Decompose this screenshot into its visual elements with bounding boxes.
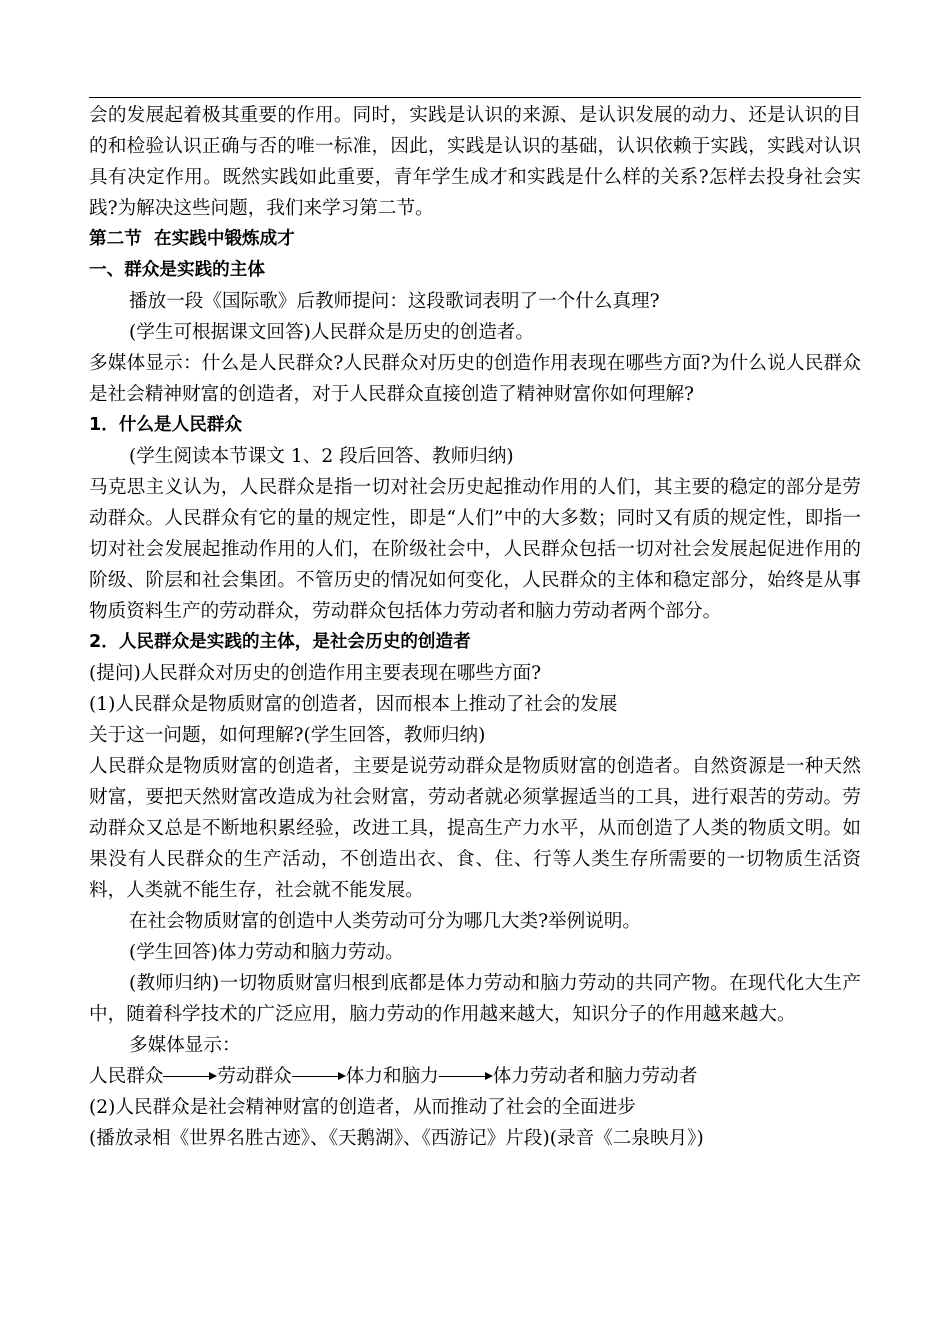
flow-node-physical-mental: 体力和脑力: [345, 1066, 439, 1087]
question-paragraph: (提问)人民群众对历史的创造作用主要表现在哪些方面?: [89, 663, 542, 684]
flow-node-working-masses: 劳动群众: [217, 1066, 292, 1087]
teacher-summary-paragraph: (教师归纳)一切物质财富归根到底都是体力劳动和脑力劳动的共同产物。在现代化大生产中，随着科学技术的广泛应用，脑力劳动的作用越来越大，知识分子的作用越来越大。: [89, 973, 861, 1025]
heading-masses-subject: 一、群众是实践的主体: [89, 260, 265, 280]
multimedia-display-label: 多媒体显示：: [129, 1035, 241, 1056]
point-one-paragraph: (1)人民群众是物质财富的创造者，因而根本上推动了社会的发展: [89, 694, 618, 715]
flow-diagram: [89, 1061, 861, 1092]
student-answer-paragraph: (学生可根据课文回答)人民群众是历史的创造者。: [129, 322, 534, 343]
document-body: [89, 100, 861, 1154]
marxism-paragraph: 马克思主义认为，人民群众是指一切对社会历史起推动作用的人们，其主要的稳定的部分是劳动群众。人民群众有它的量的规定性，即是“人们”中的大多数；同时又有质的规定性，即指一切对社会发展起推动作用的人们，在阶级社会中，人民群众包括一切对社会发展起促进作用的阶级、阶层和社会集团。不管历史的情况如何变化，人民群众的主体和稳定部分，始终是从事物质资料生产的劳动群众，劳动群众包括体力劳动者和脑力劳动者两个部分。: [89, 477, 861, 622]
point-two-paragraph: (2)人民群众是社会精神财富的创造者，从而推动了社会的全面进步: [89, 1097, 636, 1118]
intro-paragraph: 会的发展起着极其重要的作用。同时，实践是认识的来源、是认识发展的动力、还是认识的目的和检验认识正确与否的唯一标准，因此，实践是认识的基础，认识依赖于实践，实践对认识具有决定作用。既然实践如此重要，青年学生成才和实践是什么样的关系?怎样去投身社会实践?为解决这些问题，我们来学习第二节。: [89, 105, 861, 219]
material-wealth-paragraph: 人民群众是物质财富的创造者，主要是说劳动群众是物质财富的创造者。自然资源是一种天然财富，要把天然财富改造成为社会财富，劳动者就必须掌握适当的工具，进行艰苦的劳动。劳动群众又总是不断地积累经验，改进工具，提高生产力水平，从而创造了人类的物质文明。如果没有人民群众的生产活动，不创造出衣、食、住、行等人类生存所需要的一切物质生活资料，人类就不能生存，社会就不能发展。: [89, 756, 861, 901]
heading-what-are-masses: 1．什么是人民群众: [89, 415, 242, 435]
anthem-paragraph: 播放一段《国际歌》后教师提问：这段歌词表明了一个什么真理?: [129, 291, 660, 312]
right-arrow-icon: [163, 1072, 217, 1082]
flow-node-masses: 人民群众: [89, 1066, 164, 1087]
play-media-paragraph: (播放录相《世界名胜古迹》、《天鹅湖》、《西游记》片段)(录音《二泉映月》): [89, 1128, 704, 1149]
right-arrow-icon: [439, 1072, 493, 1082]
multimedia-questions-paragraph: 多媒体显示：什么是人民群众?人民群众对历史的创造作用表现在哪些方面?为什么说人民群众是社会精神财富的创造者，对于人民群众直接创造了精神财富你如何理解?: [89, 353, 861, 405]
heading-masses-creators: 2．人民群众是实践的主体，是社会历史的创造者: [89, 632, 471, 652]
right-arrow-icon: [292, 1072, 346, 1082]
labor-classification-paragraph: 在社会物质财富的创造中人类劳动可分为哪几大类?举例说明。: [129, 911, 642, 932]
header-rule: [89, 97, 861, 98]
section-title: 第二节 在实践中锻炼成才: [89, 229, 295, 249]
student-answer-labor: (学生回答)体力劳动和脑力劳动。: [129, 942, 404, 963]
reading-instruction: (学生阅读本节课文 1、2 段后回答、教师归纳): [129, 446, 514, 467]
how-understand-paragraph: 关于这一问题，如何理解?(学生回答，教师归纳): [89, 725, 486, 746]
flow-node-workers: 体力劳动者和脑力劳动者: [492, 1066, 698, 1087]
